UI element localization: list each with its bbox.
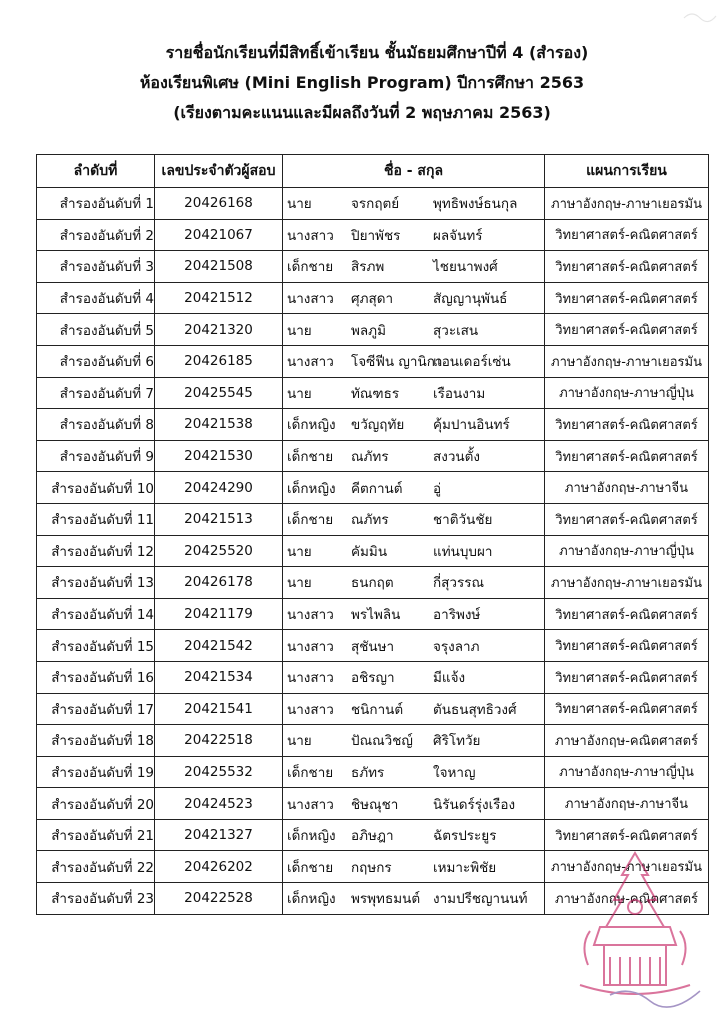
name-cell [283,409,545,441]
first-name: ธนกฤต [351,575,394,592]
last-name: ใจหาญ [433,764,476,781]
exam-id-cell: 20425545 [155,377,283,409]
name-cell [283,883,545,915]
exam-id-cell: 20426202 [155,851,283,883]
last-name: ไชยนาพงศ์ [433,259,498,276]
exam-id-cell: 20421320 [155,314,283,346]
first-name: กฤษกร [351,859,392,876]
table-header-row [37,155,709,188]
last-name: แอนเดอร์เซ่น [433,354,511,371]
table-row [37,219,709,251]
last-name: อู่ [433,480,442,497]
study-plan-cell: วิทยาศาสตร์-คณิตศาสตร์ [545,314,709,346]
last-name: ฉัตรประยูร [433,828,497,845]
rank-cell: สำรองอันดับที่ 3 [37,251,155,283]
exam-id-cell: 20421327 [155,819,283,851]
last-name: กี่สุวรรณ [433,575,485,592]
rank-cell: สำรองอันดับที่ 14 [37,598,155,630]
table-row [37,725,709,757]
name-prefix: เด็กชาย [287,449,334,466]
study-plan-cell: ภาษาอังกฤษ-ภาษาญี่ปุ่น [545,756,709,788]
last-name: นิรันดร์รุ่งเรือง [433,796,516,813]
last-name: จรุงลาภ [433,638,480,655]
study-plan-cell: วิทยาศาสตร์-คณิตศาสตร์ [545,503,709,535]
name-prefix: นางสาว [287,354,334,371]
table-row [37,440,709,472]
study-plan-cell: ภาษาอังกฤษ-ภาษาญี่ปุ่น [545,377,709,409]
first-name: ธภัทร [351,764,385,781]
table-row [37,472,709,504]
study-plan-cell: ภาษาอังกฤษ-คณิตศาสตร์ [545,883,709,915]
column-header-rank: ลำดับที่ [37,155,155,188]
name-cell [283,188,545,220]
last-name: เรือนงาม [433,385,486,402]
name-prefix: เด็กชาย [287,764,334,781]
table-row [37,598,709,630]
last-name: งามปรีชญานนท์ [433,891,528,908]
exam-id-cell: 20421541 [155,693,283,725]
table-row [37,503,709,535]
last-name: ศิริโทวัย [433,733,481,750]
table-body [37,188,709,915]
scan-corner-mark [680,6,720,26]
first-name: ปัณณวิชญ์ [351,733,413,750]
last-name: คุ้มปานอินทร์ [433,417,510,434]
last-name: มีแจ้ง [433,670,466,687]
reserve-student-table [36,154,709,915]
study-plan-cell: ภาษาอังกฤษ-ภาษาเยอรมัน [545,345,709,377]
title-line-2: ห้องเรียนพิเศษ (Mini English Program) ปีการศึกษา 2563 [139,73,585,92]
exam-id-cell: 20424523 [155,788,283,820]
column-header-study-plan: แผนการเรียน [545,155,709,188]
study-plan-cell: ภาษาอังกฤษ-ภาษาจีน [545,788,709,820]
name-prefix: นางสาว [287,796,334,813]
name-prefix: เด็กชาย [287,512,334,529]
column-header-full-name: ชื่อ - สกุล [283,155,545,188]
name-cell [283,725,545,757]
name-cell [283,251,545,283]
table-row [37,788,709,820]
study-plan-cell: ภาษาอังกฤษ-ภาษาเยอรมัน [545,567,709,599]
first-name: อชิรญา [351,670,395,687]
rank-cell: สำรองอันดับที่ 22 [37,851,155,883]
exam-id-cell: 20422528 [155,883,283,915]
rank-cell: สำรองอันดับที่ 21 [37,819,155,851]
title-line-1: รายชื่อนักเรียนที่มีสิทธิ์เข้าเรียน ชั้นมัธยมศึกษาปีที่ 4 (สำรอง) [165,43,589,62]
rank-cell: สำรองอันดับที่ 20 [37,788,155,820]
exam-id-cell: 20421513 [155,503,283,535]
name-prefix: นางสาว [287,701,334,718]
name-cell [283,314,545,346]
first-name: ณภัทร [351,449,389,466]
exam-id-cell: 20424290 [155,472,283,504]
study-plan-cell: วิทยาศาสตร์-คณิตศาสตร์ [545,693,709,725]
first-name: ปิยาพัชร [351,227,401,244]
first-name: จรกฤตย์ [351,196,400,213]
name-prefix: นาย [287,543,312,560]
last-name: แท่นบุบผา [433,543,493,560]
exam-id-cell: 20425532 [155,756,283,788]
rank-cell: สำรองอันดับที่ 7 [37,377,155,409]
rank-cell: สำรองอันดับที่ 4 [37,282,155,314]
first-name: พลภูมิ [351,322,386,339]
rank-cell: สำรองอันดับที่ 23 [37,883,155,915]
name-cell [283,851,545,883]
first-name: พรไพลิน [351,607,401,624]
table-row [37,756,709,788]
table-row [37,314,709,346]
rank-cell: สำรองอันดับที่ 11 [37,503,155,535]
first-name: ขวัญฤทัย [351,417,405,434]
name-cell [283,503,545,535]
study-plan-cell: ภาษาอังกฤษ-ภาษาจีน [545,472,709,504]
exam-id-cell: 20421508 [155,251,283,283]
name-prefix: นางสาว [287,670,334,687]
study-plan-cell: ภาษาอังกฤษ-คณิตศาสตร์ [545,725,709,757]
first-name: ชนิกานต์ [351,701,404,718]
table-row [37,345,709,377]
first-name: พรพุทธมนต์ [351,891,421,908]
name-prefix: นาย [287,733,312,750]
rank-cell: สำรองอันดับที่ 18 [37,725,155,757]
name-prefix: นางสาว [287,607,334,624]
last-name: สงวนตั้ง [433,449,480,466]
first-name: ทัณฑธร [351,385,400,402]
name-cell [283,345,545,377]
rank-cell: สำรองอันดับที่ 8 [37,409,155,441]
name-cell [283,219,545,251]
exam-id-cell: 20421542 [155,630,283,662]
table-row [37,188,709,220]
exam-id-cell: 20426168 [155,188,283,220]
title-line-3: (เรียงตามคะแนนและมีผลถึงวันที่ 2 พฤษภาคม 2563) [173,103,551,122]
last-name: เหมาะพิชัย [433,859,497,876]
name-cell [283,630,545,662]
rank-cell: สำรองอันดับที่ 5 [37,314,155,346]
name-cell [283,661,545,693]
study-plan-cell: ภาษาอังกฤษ-ภาษาญี่ปุ่น [545,535,709,567]
exam-id-cell: 20421534 [155,661,283,693]
first-name: สุชันษา [351,638,395,655]
table-row [37,693,709,725]
last-name: ตันธนสุทธิวงศ์ [433,701,517,718]
table-row [37,377,709,409]
name-prefix: เด็กหญิง [287,828,336,845]
exam-id-cell: 20421530 [155,440,283,472]
name-prefix: นางสาว [287,227,334,244]
first-name: โจซีฟีน ญานิกา [351,354,443,371]
last-name: ผลจันทร์ [433,227,483,244]
study-plan-cell: วิทยาศาสตร์-คณิตศาสตร์ [545,661,709,693]
last-name: สัญญานุพันธ์ [433,291,508,308]
first-name: อภิษฎา [351,828,394,845]
name-cell [283,567,545,599]
name-cell [283,598,545,630]
rank-cell: สำรองอันดับที่ 9 [37,440,155,472]
name-prefix: เด็กหญิง [287,480,336,497]
first-name: ศุภสุดา [351,291,394,308]
name-prefix: เด็กหญิง [287,891,336,908]
name-prefix: เด็กหญิง [287,417,336,434]
rank-cell: สำรองอันดับที่ 2 [37,219,155,251]
table-row [37,535,709,567]
table-row [37,282,709,314]
first-name: ชิษณุชา [351,796,399,813]
study-plan-cell: วิทยาศาสตร์-คณิตศาสตร์ [545,819,709,851]
rank-cell: สำรองอันดับที่ 13 [37,567,155,599]
rank-cell: สำรองอันดับที่ 19 [37,756,155,788]
rank-cell: สำรองอันดับที่ 17 [37,693,155,725]
name-prefix: นาย [287,385,312,402]
table-row [37,819,709,851]
last-name: อาริพงษ์ [433,607,481,624]
first-name: คีตกานต์ [351,480,403,497]
name-prefix: นางสาว [287,291,334,308]
study-plan-cell: ภาษาอังกฤษ-ภาษาเยอรมัน [545,851,709,883]
exam-id-cell: 20425520 [155,535,283,567]
exam-id-cell: 20421538 [155,409,283,441]
first-name: สิรภพ [351,259,385,276]
table-row [37,409,709,441]
table-row [37,851,709,883]
table-row [37,661,709,693]
study-plan-cell: วิทยาศาสตร์-คณิตศาสตร์ [545,409,709,441]
study-plan-cell: วิทยาศาสตร์-คณิตศาสตร์ [545,440,709,472]
exam-id-cell: 20426185 [155,345,283,377]
exam-id-cell: 20426178 [155,567,283,599]
name-prefix: นาย [287,196,312,213]
first-name: ณภัทร [351,512,389,529]
name-cell [283,535,545,567]
name-cell [283,788,545,820]
last-name: สุวะเสน [433,322,479,339]
table-row [37,567,709,599]
study-plan-cell: วิทยาศาสตร์-คณิตศาสตร์ [545,282,709,314]
name-cell [283,377,545,409]
name-prefix: นาย [287,322,312,339]
document-header [0,38,724,128]
rank-cell: สำรองอันดับที่ 15 [37,630,155,662]
last-name: พุทธิพงษ์ธนกุล [433,196,518,213]
table-row [37,251,709,283]
name-prefix: นาย [287,575,312,592]
name-cell [283,693,545,725]
name-prefix: เด็กชาย [287,259,334,276]
rank-cell: สำรองอันดับที่ 16 [37,661,155,693]
rank-cell: สำรองอันดับที่ 10 [37,472,155,504]
study-plan-cell: ภาษาอังกฤษ-ภาษาเยอรมัน [545,188,709,220]
name-cell [283,756,545,788]
name-cell [283,472,545,504]
name-prefix: นางสาว [287,638,334,655]
name-prefix: เด็กชาย [287,859,334,876]
study-plan-cell: วิทยาศาสตร์-คณิตศาสตร์ [545,630,709,662]
name-cell [283,819,545,851]
rank-cell: สำรองอันดับที่ 12 [37,535,155,567]
name-cell [283,282,545,314]
table-row [37,630,709,662]
name-cell [283,440,545,472]
last-name: ชาติวันชัย [433,512,493,529]
exam-id-cell: 20422518 [155,725,283,757]
column-header-exam-id: เลขประจำตัวผู้สอบ [155,155,283,188]
exam-id-cell: 20421067 [155,219,283,251]
table-row [37,883,709,915]
exam-id-cell: 20421512 [155,282,283,314]
rank-cell: สำรองอันดับที่ 1 [37,188,155,220]
study-plan-cell: วิทยาศาสตร์-คณิตศาสตร์ [545,219,709,251]
study-plan-cell: วิทยาศาสตร์-คณิตศาสตร์ [545,598,709,630]
first-name: คัมมิน [351,543,388,560]
exam-id-cell: 20421179 [155,598,283,630]
study-plan-cell: วิทยาศาสตร์-คณิตศาสตร์ [545,251,709,283]
rank-cell: สำรองอันดับที่ 6 [37,345,155,377]
